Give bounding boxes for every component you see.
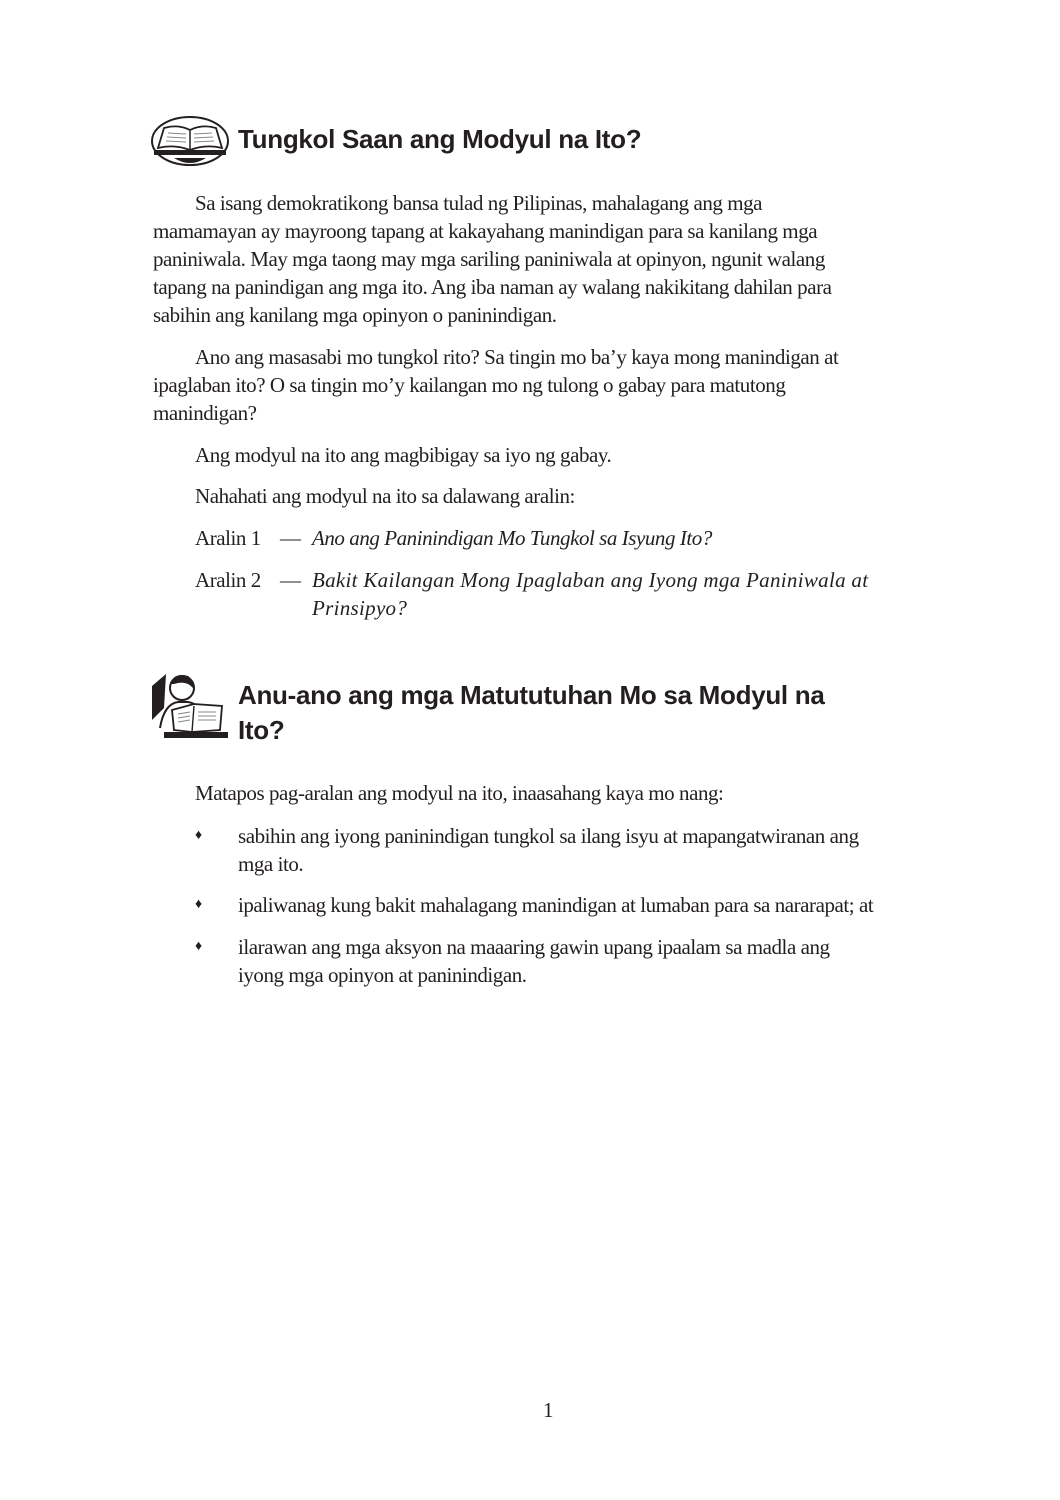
diamond-bullet-icon: ♦ <box>195 939 202 954</box>
text-line: mamamayan ay mayroong tapang at kakayahang manindigan para sa kanilang mga <box>153 219 818 243</box>
text-line: Ano ang masasabi mo tungkol rito? Sa tingin mo ba’y kaya mong manindigan at <box>195 345 839 369</box>
guide-paragraph: Ang modyul na ito ang magbibigay sa iyo ng gabay. <box>195 443 612 467</box>
text-line: Prinsipyo? <box>312 596 408 620</box>
objective-text <box>238 933 830 989</box>
text-line: iyong mga opinyon at paninindigan. <box>238 963 527 987</box>
lesson-item <box>195 566 935 622</box>
objective-item <box>195 933 935 989</box>
lesson-dash: — <box>280 568 301 592</box>
open-book-icon <box>150 114 230 168</box>
page-number: 1 <box>542 1398 554 1422</box>
text-line: ilarawan ang mga aksyon na maaaring gawin upang ipaalam sa madla ang <box>238 935 830 959</box>
lesson-title <box>312 566 868 622</box>
text-line: ipaglaban ito? O sa tingin mo’y kailangan mo ng tulong o gabay para matutong <box>153 373 786 397</box>
objective-text <box>238 822 859 878</box>
objective-item <box>195 822 935 878</box>
diamond-bullet-icon: ♦ <box>195 897 202 912</box>
text-line: tapang na panindigan ang mga ito. Ang iba naman ay walang nakikitang dahilan para <box>153 275 832 299</box>
objectives-intro: Matapos pag-aralan ang modyul na ito, inaasahang kaya mo nang: <box>195 781 724 805</box>
text-line: manindigan? <box>153 401 257 425</box>
lesson-label: Aralin 2 <box>195 568 261 592</box>
objective-item <box>195 891 935 919</box>
lesson-title: Ano ang Paninindigan Mo Tungkol sa Isyung Ito? <box>312 526 712 550</box>
question-paragraph <box>153 343 838 427</box>
text-line: sabihin ang iyong paninindigan tungkol sa ilang isyu at mapangatwiranan ang <box>238 824 859 848</box>
objective-text <box>238 891 873 919</box>
diamond-bullet-icon: ♦ <box>195 828 202 843</box>
intro-paragraph <box>153 189 832 329</box>
text-line: ipaliwanag kung bakit mahalagang manindigan at lumaban para sa nararapat; at <box>238 893 874 917</box>
lesson-dash: — <box>280 526 301 550</box>
heading-line: Ito? <box>238 715 285 745</box>
lesson-item <box>195 524 935 552</box>
student-reading-icon <box>148 668 230 744</box>
text-line: mga ito. <box>238 852 304 876</box>
text-line: sabihin ang kanilang mga opinyon o paninindigan. <box>153 303 557 327</box>
heading-line: Anu-ano ang mga Matututuhan Mo sa Modyul na <box>238 680 825 710</box>
text-line: Sa isang demokratikong bansa tulad ng Pilipinas, mahalagang ang mga <box>195 191 763 215</box>
section-heading: Tungkol Saan ang Modyul na Ito? <box>238 124 642 154</box>
text-line: paniniwala. May mga taong may mga sariling paniniwala at opinyon, ngunit walang <box>153 247 825 271</box>
section-heading <box>238 678 825 748</box>
text-line: Bakit Kailangan Mong Ipaglaban ang Iyong mga Paniniwala at <box>312 568 869 592</box>
lessons-intro: Nahahati ang modyul na ito sa dalawang aralin: <box>195 484 575 508</box>
lesson-label: Aralin 1 <box>195 526 261 550</box>
